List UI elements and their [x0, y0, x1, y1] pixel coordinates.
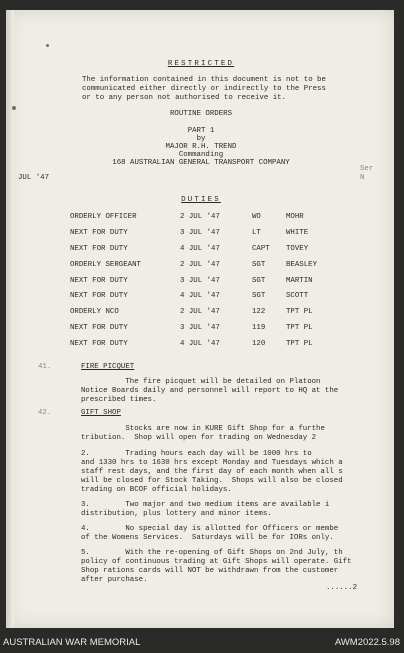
duty-rank: SGT — [252, 260, 266, 269]
duty-date: 2 JUL '47 — [180, 308, 220, 317]
notice-line-3: or to any person not authorised to receive it. — [82, 94, 287, 102]
duty-rank: CAPT — [252, 244, 270, 253]
duty-row — [70, 241, 346, 257]
paragraph-line: staff rest days, and the first day of each month when all s — [81, 468, 343, 476]
section-heading: GIFT SHOP — [81, 409, 121, 417]
unit-name: 168 AUSTRALIAN GENERAL TRANSPORT COMPANY — [112, 159, 290, 167]
paragraph-line: prescribed times. — [81, 396, 157, 404]
duty-date: 3 JUL '47 — [180, 324, 220, 333]
duty-name: MOHR — [286, 212, 304, 221]
notice-line-2: communicated either directly or indirectly to the Press — [82, 85, 326, 93]
paragraph-line: and 1330 hrs to 1630 hrs except Monday and Tuesdays which a — [81, 459, 343, 467]
document-title: ROUTINE ORDERS — [169, 110, 233, 118]
duty-role: NEXT FOR DUTY — [70, 340, 128, 349]
duty-row — [70, 320, 346, 336]
duty-name: TOVEY — [286, 244, 309, 253]
duty-row — [70, 273, 346, 289]
paragraph-line: after purchase. — [81, 576, 148, 584]
duty-name: BEASLEY — [286, 260, 318, 269]
duties-table — [70, 209, 346, 352]
duty-row — [70, 257, 346, 273]
by-label: by — [196, 135, 206, 143]
duty-role: ORDERLY SERGEANT — [70, 260, 141, 269]
duty-role: NEXT FOR DUTY — [70, 276, 128, 285]
paragraph-line: Shop rations cards will NOT be withdrawn from the customer — [81, 567, 339, 575]
serial-number: N — [360, 174, 365, 182]
duty-rank: 122 — [252, 308, 266, 317]
paragraph-line: Notice Boards daily and personnel will report to HQ at the — [81, 387, 339, 395]
duty-rank: SGT — [252, 276, 266, 285]
section-number: 42. — [38, 409, 52, 417]
duty-rank: 119 — [252, 324, 266, 333]
paragraph-line: of the Womens Services. Saturdays will be for IORs only. — [81, 534, 334, 542]
paragraph-line: The fire picquet will be detailed on Platoon — [81, 378, 321, 386]
page-binding-edge — [6, 10, 14, 628]
duty-name: TPT PL — [286, 308, 313, 317]
duty-date: 2 JUL '47 — [180, 212, 220, 221]
duty-name: TPT PL — [286, 340, 313, 349]
duty-row — [70, 288, 346, 304]
paragraph-line: Stocks are now in KURE Gift Shop for a furthe — [81, 425, 325, 433]
duty-role: NEXT FOR DUTY — [70, 228, 128, 237]
section-number: 41. — [38, 363, 52, 371]
footer-accession: AWM2022.5.98 — [334, 637, 400, 648]
part-label: PART 1 — [187, 127, 215, 135]
paragraph-line: 2. Trading hours each day will be 1000 hrs to — [81, 450, 312, 458]
duty-name: TPT PL — [286, 324, 313, 333]
officer-role: Commanding — [178, 151, 224, 159]
duty-rank: WO — [252, 212, 261, 221]
serial-label: Ser — [360, 165, 374, 173]
duty-name: WHITE — [286, 228, 309, 237]
duty-row — [70, 209, 346, 225]
archive-footer — [0, 628, 404, 653]
document-date: JUL '47 — [18, 174, 50, 182]
duty-date: 4 JUL '47 — [180, 292, 220, 301]
paragraph-line: 3. Two major and two medium items are available i — [81, 501, 330, 509]
duty-rank: SGT — [252, 292, 266, 301]
duty-name: SCOTT — [286, 292, 309, 301]
duty-role: NEXT FOR DUTY — [70, 244, 128, 253]
duties-heading: DUTIES — [181, 196, 221, 204]
footer-source: AUSTRALIAN WAR MEMORIAL — [3, 637, 141, 648]
paragraph-line: 4. No special day is allotted for Officers or membe — [81, 525, 339, 533]
continued-marker: ......2 — [326, 584, 358, 592]
duty-role: ORDERLY OFFICER — [70, 212, 137, 221]
duty-row — [70, 336, 346, 352]
section-heading: FIRE PICQUET — [81, 363, 135, 371]
duty-rank: 120 — [252, 340, 266, 349]
duty-date: 3 JUL '47 — [180, 276, 220, 285]
paragraph-line: policy of continuous trading at Gift Shops will operate. Gift — [81, 558, 352, 566]
classification-heading: RESTRICTED — [167, 60, 235, 68]
ink-mark — [46, 44, 49, 47]
duty-date: 3 JUL '47 — [180, 228, 220, 237]
duty-role: NEXT FOR DUTY — [70, 324, 128, 333]
duty-date: 4 JUL '47 — [180, 340, 220, 349]
paragraph-line: will be closed for Stock Taking. Shops will also be closed — [81, 477, 343, 485]
duty-rank: LT — [252, 228, 261, 237]
duty-date: 4 JUL '47 — [180, 244, 220, 253]
paragraph-line: trading on BCOF official holidays. — [81, 486, 232, 494]
notice-line-1: The information contained in this document is not to be — [82, 76, 326, 84]
duty-role: NEXT FOR DUTY — [70, 292, 128, 301]
officer-name: MAJOR R.H. TREND — [165, 143, 237, 151]
duty-row — [70, 225, 346, 241]
duty-row — [70, 304, 346, 320]
paragraph-line: distribution, plus lottery and minor items. — [81, 510, 272, 518]
paragraph-line: 5. With the re-opening of Gift Shops on 2nd July, th — [81, 549, 343, 557]
duty-date: 2 JUL '47 — [180, 260, 220, 269]
paragraph-line: tribution. Shop will open for trading on Wednesday 2 — [81, 434, 317, 442]
duty-role: ORDERLY NCO — [70, 308, 119, 317]
duty-name: MARTIN — [286, 276, 313, 285]
